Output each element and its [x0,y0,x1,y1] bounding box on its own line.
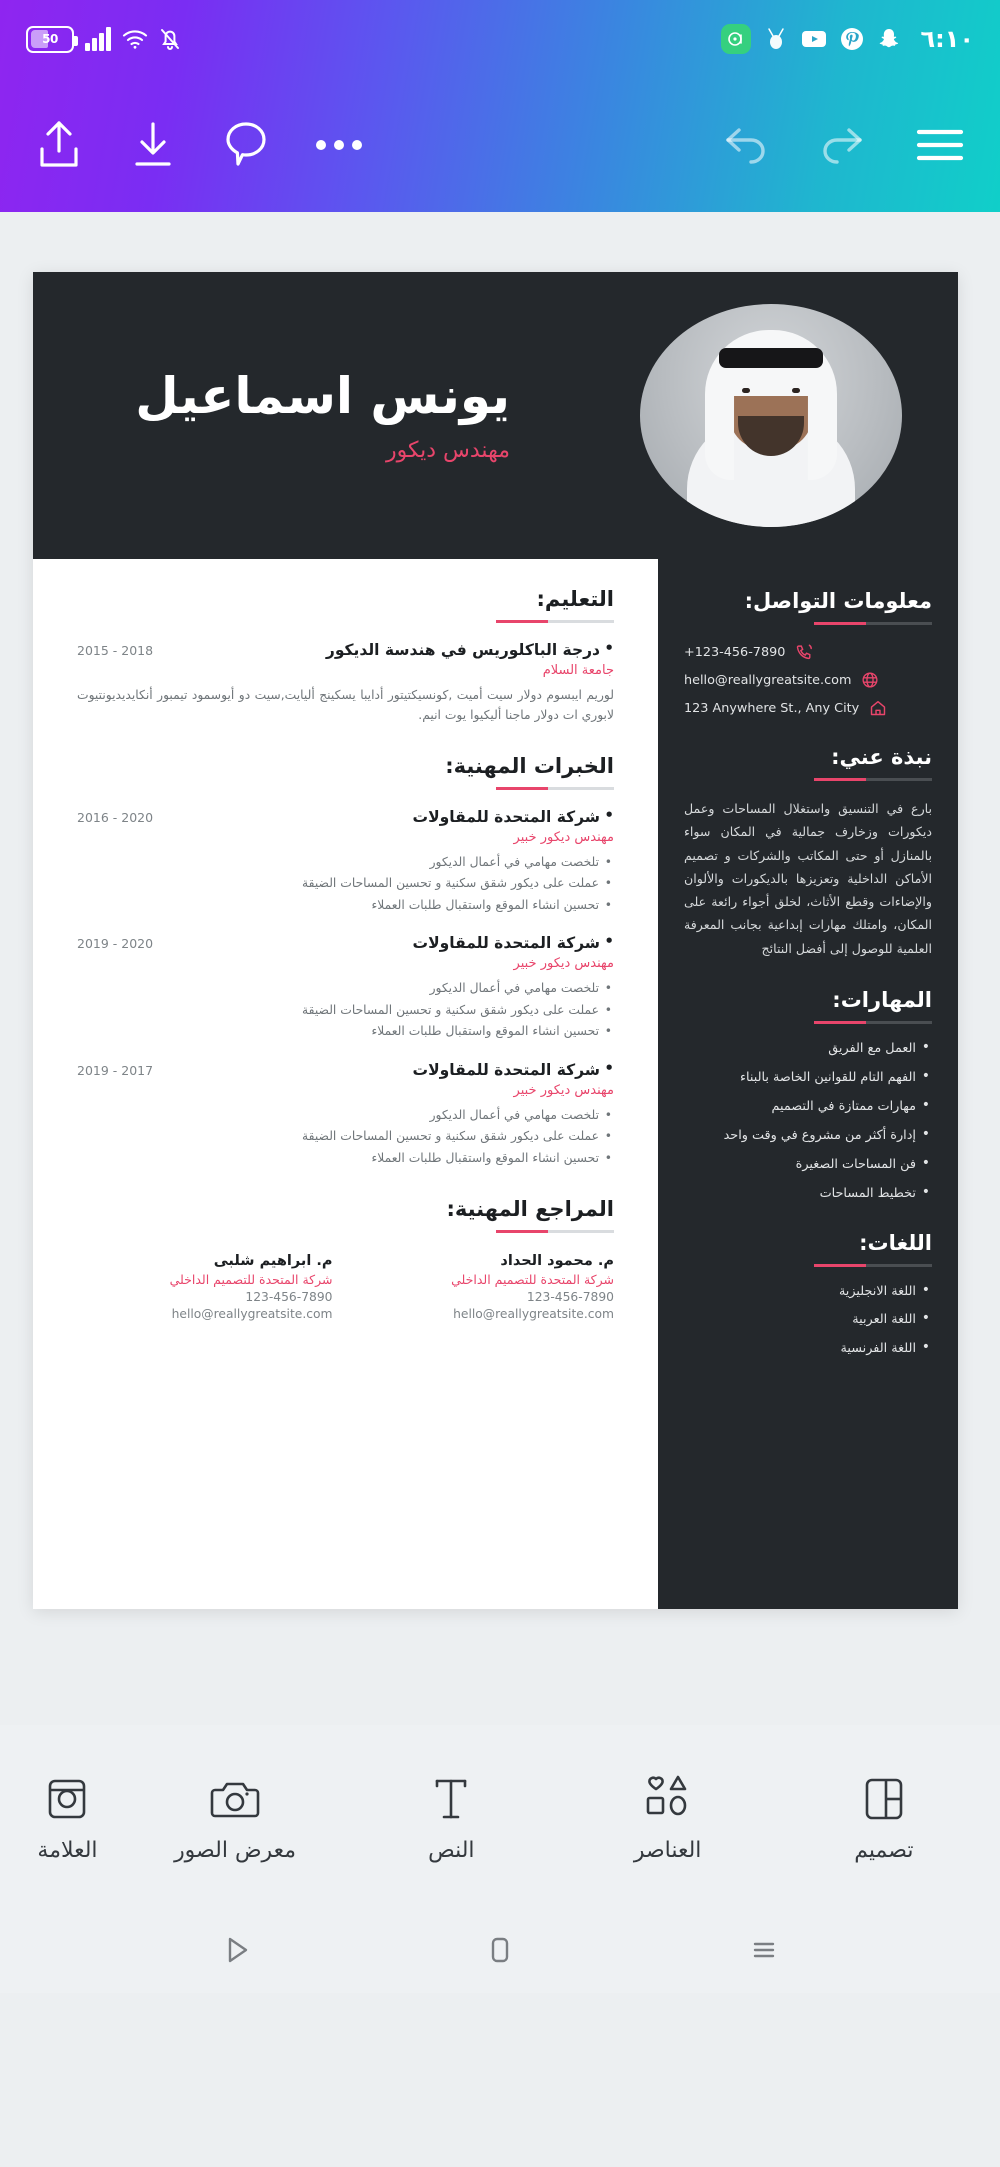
references-heading-block [77,1197,614,1233]
undo-icon[interactable] [722,124,770,166]
tool-label: معرض الصور [174,1837,297,1863]
redo-icon[interactable] [818,124,866,166]
contact-email: hello@reallygreatsite.com [684,672,852,688]
tool-label: النص [428,1837,475,1863]
skills-list [684,1040,932,1202]
home-icon [869,699,887,717]
tool-brand-kit[interactable] [8,1774,127,1863]
entry-title: • شركة المتحدة للمقاولات [413,1061,614,1079]
brand-kit-icon [42,1774,92,1824]
skill-item: • إدارة أكثر من مشروع في وقت واحد [684,1127,932,1145]
entry-date: 2015 - 2018 [77,643,154,658]
entry-bullet: • عملت على ديكور شقق سكنية و تحسين المساحات الضيقة [77,1000,614,1022]
battery-level-text: 50 [42,32,58,46]
entry-date: 2019 - 2020 [77,936,154,952]
language-item: • اللغة العربية [684,1311,932,1329]
entry-bullet: • تحسين انشاء الموقع واستقبال طلبات العملاء [77,1148,614,1170]
layout-design-icon [859,1774,909,1824]
education-heading: التعليم: [536,587,614,611]
design-canvas-area[interactable] [0,212,1000,1911]
about-text: بارع في التنسيق واستغلال المساحات وعمل ديكورات وزخارف جمالية في المكان سواء بالمنازل أو حتى المكاتب والشركات و تصميم الأماكن الداخلية وتعزيزها بالديكورات والألوان والإضاءات وقطع الأثاث، لخلق أجواء رائعة على المكان، وامتلك مهارات إبداعية بجانب المعرفة العلمية للوصول إلى أفضل النتائج [684,801,932,956]
app-icon [764,26,788,52]
entry-item [77,641,614,726]
entry-subtitle: مهندس ديكور خبير [513,829,614,845]
signal-bars-icon [85,27,111,51]
comment-icon[interactable] [222,118,270,172]
heading-rule [496,620,614,623]
reference-item [359,1253,615,1321]
heading-rule [814,622,932,625]
spotify-icon [721,24,751,54]
triangle-back-icon[interactable] [219,1933,253,1971]
entry-item [77,808,614,917]
language-item: • اللغة الفرنسية [684,1340,932,1358]
shapes-elements-icon [642,1774,694,1824]
pinterest-icon [840,27,864,51]
heading-rule [814,1264,932,1267]
entry-title: • شركة المتحدة للمقاولات [413,808,614,826]
skill-item: • العمل مع الفريق [684,1040,932,1058]
wifi-icon [122,28,148,50]
skills-heading: المهارات: [832,988,932,1013]
square-home-icon[interactable] [483,1933,517,1971]
resume-main-column [33,559,658,1609]
editor-toolbar [0,78,1000,212]
resume-body [33,559,958,1609]
hamburger-menu-icon[interactable] [914,124,966,166]
skill-item: • مهارات ممتازة في التصميم [684,1098,932,1116]
languages-list [684,1283,932,1359]
tool-label: العناصر [633,1837,702,1863]
references-list [77,1253,614,1321]
skill-item: • فن المساحات الصغيرة [684,1156,932,1174]
tool-design[interactable] [776,1774,992,1863]
heading-rule [814,778,932,781]
notifications-off-icon [159,27,181,51]
skill-item: • الفهم التام للقوانين الخاصة بالبناء [684,1069,932,1087]
entry-date: 2016 - 2020 [77,809,154,825]
tool-elements[interactable] [559,1774,775,1863]
android-nav-bar [0,1911,1000,1993]
reference-phone: 123-456-7890 [245,1290,333,1305]
experience-heading-block [77,754,614,790]
lines-recents-icon[interactable] [747,1933,781,1971]
resume-document[interactable] [33,272,958,1609]
heading-rule [814,1021,932,1024]
reference-email: hello@reallygreatsite.com [171,1307,333,1322]
globe-icon [861,671,879,689]
tool-text[interactable] [343,1774,559,1863]
reference-name: م. محمود الحداد [500,1253,614,1270]
contact-heading-block [684,589,932,625]
reference-company: شركة المتحدة للتصميم الداخلي [169,1272,333,1288]
resume-header-text [33,368,600,463]
tool-label: العلامة [37,1837,98,1863]
entry-bullet-list [77,978,614,1043]
contact-phone: +123-456-7890 [684,644,786,660]
resume-role: مهندس ديكور [385,437,510,463]
entry-item [77,1061,614,1170]
contact-address: 123 Anywhere St., Any City [684,700,860,716]
about-heading: نبذة عني: [831,745,932,769]
language-item: • اللغة الانجليزية [684,1283,932,1301]
about-heading-block [684,745,932,781]
app-top-chrome [0,0,1000,212]
text-t-icon [428,1774,474,1824]
camera-gallery-icon [209,1774,261,1824]
reference-name: م. ابراهيم شلبى [213,1253,333,1270]
battery-icon [26,26,74,53]
contact-address-row[interactable] [684,699,932,717]
resume-name: يونس اسماعيل [135,367,510,426]
more-horizontal-icon[interactable] [316,140,362,150]
entry-title: • شركة المتحدة للمقاولات [413,934,614,952]
entry-bullet: • عملت على ديكور شقق سكنية و تحسين المساحات الضيقة [77,1126,614,1148]
entry-bullet-list [77,1105,614,1170]
entry-bullet: • تلخصت مهامي في أعمال الديكور [77,1105,614,1127]
entry-bullet: • تلخصت مهامي في أعمال الديكور [77,978,614,1000]
youtube-icon [801,29,827,49]
tool-label: تصميم [854,1837,914,1863]
download-icon[interactable] [130,118,176,172]
reference-company: شركة المتحدة للتصميم الداخلي [451,1272,614,1288]
languages-heading-block [684,1231,932,1267]
languages-heading: اللغات: [859,1230,932,1255]
entry-bullet: • تلخصت مهامي في أعمال الديكور [77,852,614,874]
resume-sidebar [658,559,958,1609]
experience-list [77,808,614,1170]
contact-list [684,643,932,717]
entry-bullet: • تحسين انشاء الموقع واستقبال طلبات العملاء [77,895,614,917]
toolbar-left-group [34,118,362,172]
avatar [640,304,902,527]
entry-bullet: • عملت على ديكور شقق سكنية و تحسين المساحات الضيقة [77,873,614,895]
contact-heading: معلومات التواصل: [744,589,932,613]
contact-email-row[interactable] [684,671,932,689]
reference-item [77,1253,333,1321]
toolbar-right-group [722,124,966,166]
phone-icon [795,643,813,661]
contact-phone-row[interactable] [684,643,932,661]
entry-subtitle: جامعة السلام [542,663,614,678]
entry-bullet-list [77,852,614,917]
status-bar [0,0,1000,78]
status-right-tray [721,24,974,54]
status-left-icons [26,26,181,53]
entry-title: • درجة الباكلوريس في هندسة الديكور [326,641,614,659]
entry-bullet: • تحسين انشاء الموقع واستقبال طلبات العملاء [77,1021,614,1043]
education-list [77,641,614,726]
bottom-tool-bar [0,1725,1000,1911]
entry-subtitle: مهندس ديكور خبير [513,956,614,972]
entry-top-row [77,934,614,952]
entry-item [77,934,614,1043]
experience-heading: الخبرات المهنية: [445,753,614,778]
skill-item: • تخطيط المساحات [684,1185,932,1203]
entry-subtitle: مهندس ديكور خبير [513,1082,614,1098]
status-time: ٦:١٠ [920,25,974,53]
entry-date: 2019 - 2017 [77,1062,154,1078]
entry-top-row [77,1061,614,1079]
references-heading: المراجع المهنية: [446,1197,614,1222]
reference-email: hello@reallygreatsite.com [453,1307,614,1322]
share-icon[interactable] [34,118,84,172]
entry-top-row [77,808,614,826]
heading-rule [496,787,614,790]
tool-photo-gallery[interactable] [127,1774,343,1863]
reference-phone: 123-456-7890 [526,1290,614,1305]
education-heading-block [77,587,614,623]
skills-heading-block [684,988,932,1024]
entry-description: لوريم ايبسوم دولار سيت أميت ,كونسيكتيتور أدايبا يسكينج أليايت,سيت دو أيوسمود تيمبور أنكايديديونتيوت لابوري ات دولار ماجنا أليكيوا يوت انيم. [77,688,614,723]
heading-rule [496,1230,614,1233]
entry-top-row [77,641,614,659]
snapchat-icon [877,27,901,51]
resume-header-band [33,272,958,559]
